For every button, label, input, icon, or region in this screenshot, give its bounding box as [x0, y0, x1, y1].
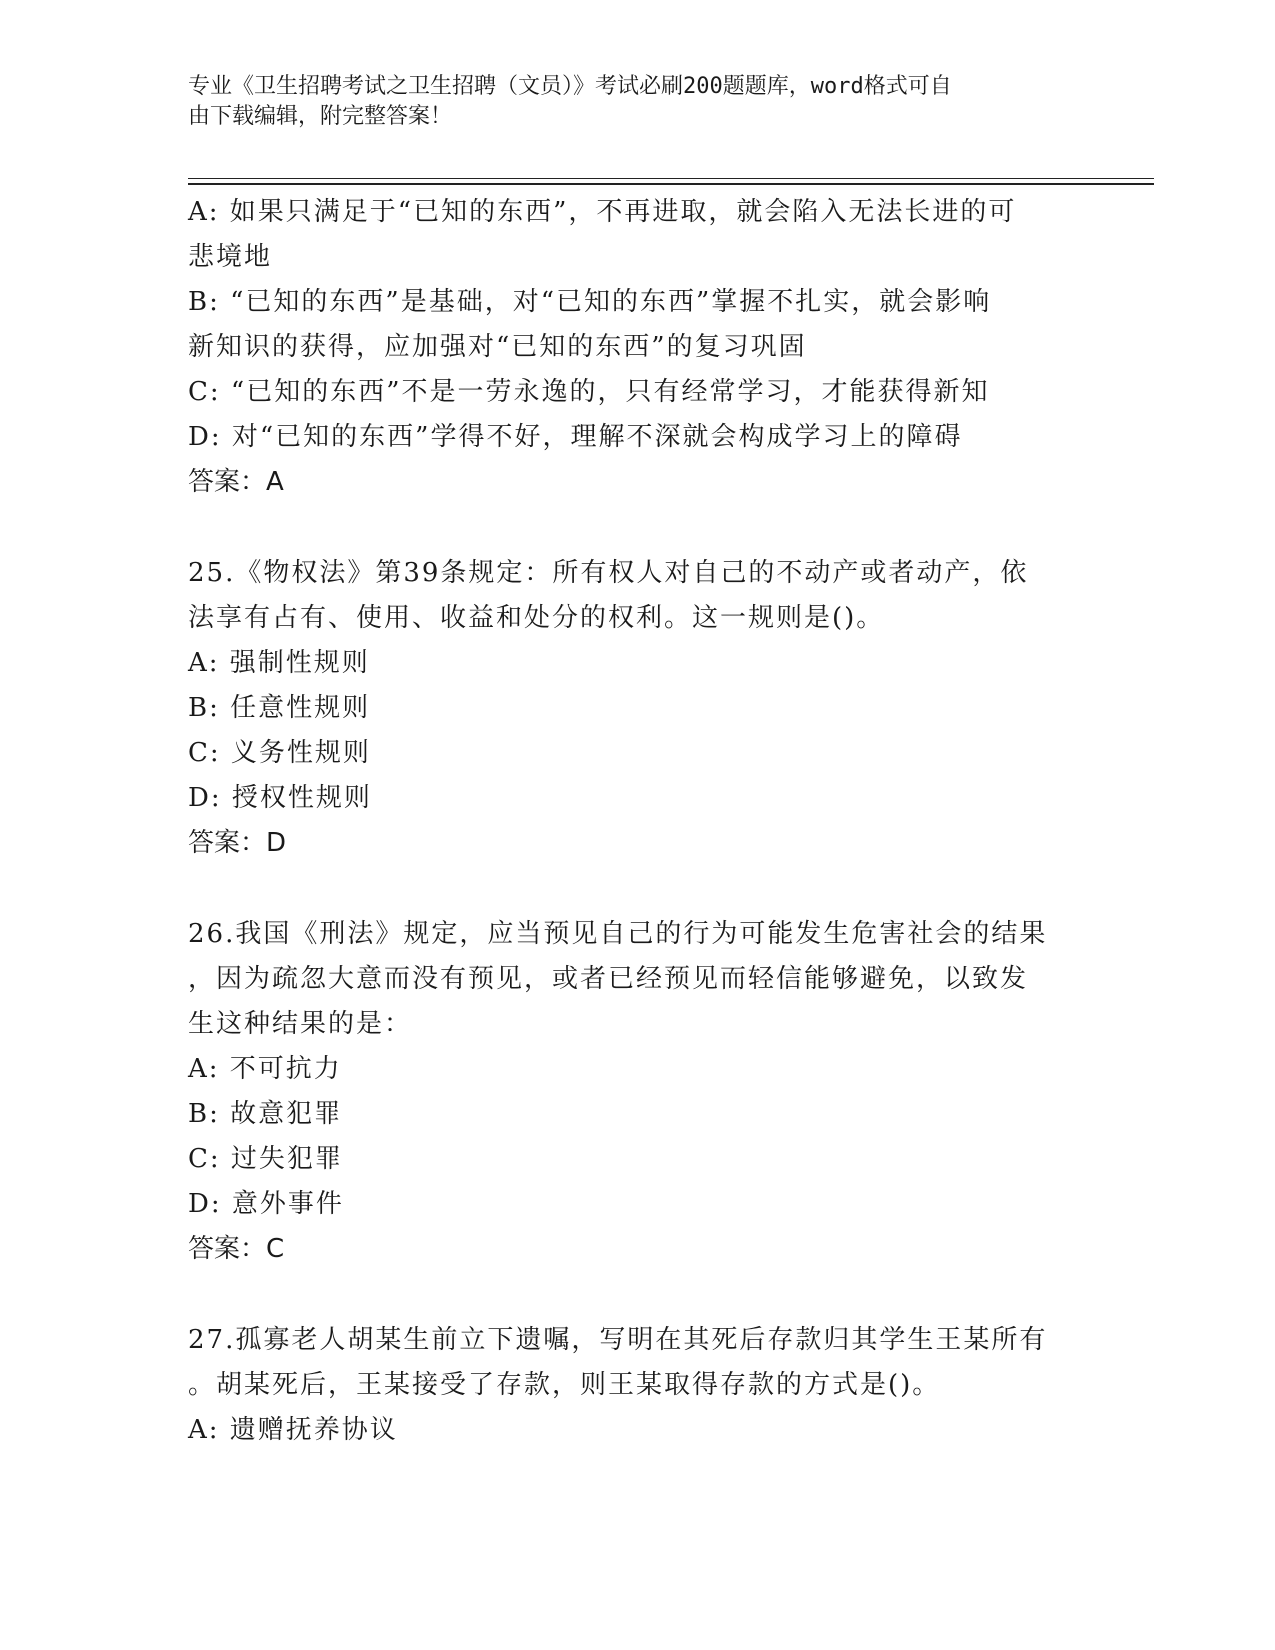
question-stem: 26.我国《刑法》规定，应当预见自己的行为可能发生危害社会的结果: [188, 919, 1048, 949]
option-b: B: 故意犯罪: [188, 1099, 343, 1129]
question-27: [188, 1318, 1088, 1453]
option-d: D: 授权性规则: [188, 783, 372, 813]
question-25: [188, 551, 1088, 866]
option-a: A: 不可抗力: [188, 1054, 342, 1084]
question-stem: 27.孤寡老人胡某生前立下遗嘱，写明在其死后存款归其学生王某所有: [188, 1325, 1048, 1355]
question-list: [188, 190, 1088, 1453]
header-divider-thick: [188, 183, 1154, 185]
option-c: C: 义务性规则: [188, 738, 371, 768]
question-24: [188, 190, 1088, 505]
question-26: [188, 912, 1088, 1272]
option-c: C: “已知的东西”不是一劳永逸的，只有经常学习，才能获得新知: [188, 377, 990, 407]
option-b-cont: 新知识的获得，应加强对“已知的东西”的复习巩固: [188, 332, 807, 362]
question-stem-cont: 。胡某死后，王某接受了存款，则王某取得存款的方式是()。: [188, 1370, 941, 1400]
option-b: B: “已知的东西”是基础，对“已知的东西”掌握不扎实，就会影响: [188, 287, 992, 317]
option-a: A: 遗赠抚养协议: [188, 1415, 398, 1445]
question-stem-cont: 生这种结果的是：: [188, 1009, 413, 1039]
option-a: A: 强制性规则: [188, 648, 370, 678]
option-a-cont: 悲境地: [188, 242, 273, 272]
option-d: D: 意外事件: [188, 1189, 344, 1219]
document-header: [188, 72, 1068, 132]
question-stem-cont: 法享有占有、使用、收益和处分的权利。这一规则是()。: [188, 603, 885, 633]
option-a: A: 如果只满足于“已知的东西”，不再进取，就会陷入无法长进的可: [188, 197, 1017, 227]
header-line: 由下载编辑，附完整答案！: [188, 104, 453, 129]
answer: 答案：D: [188, 828, 287, 858]
option-d: D: 对“已知的东西”学得不好，理解不深就会构成学习上的障碍: [188, 422, 963, 452]
answer: 答案：C: [188, 1234, 285, 1264]
header-divider: [188, 178, 1154, 179]
option-c: C: 过失犯罪: [188, 1144, 343, 1174]
option-b: B: 任意性规则: [188, 693, 371, 723]
question-stem-cont: ，因为疏忽大意而没有预见，或者已经预见而轻信能够避免，以致发: [188, 964, 1029, 994]
answer: 答案：A: [188, 467, 284, 497]
question-stem: 25.《物权法》第39条规定：所有权人对自己的不动产或者动产，依: [188, 558, 1029, 588]
header-line: 专业《卫生招聘考试之卫生招聘（文员）》考试必刷200题题库，word格式可自: [188, 74, 952, 99]
